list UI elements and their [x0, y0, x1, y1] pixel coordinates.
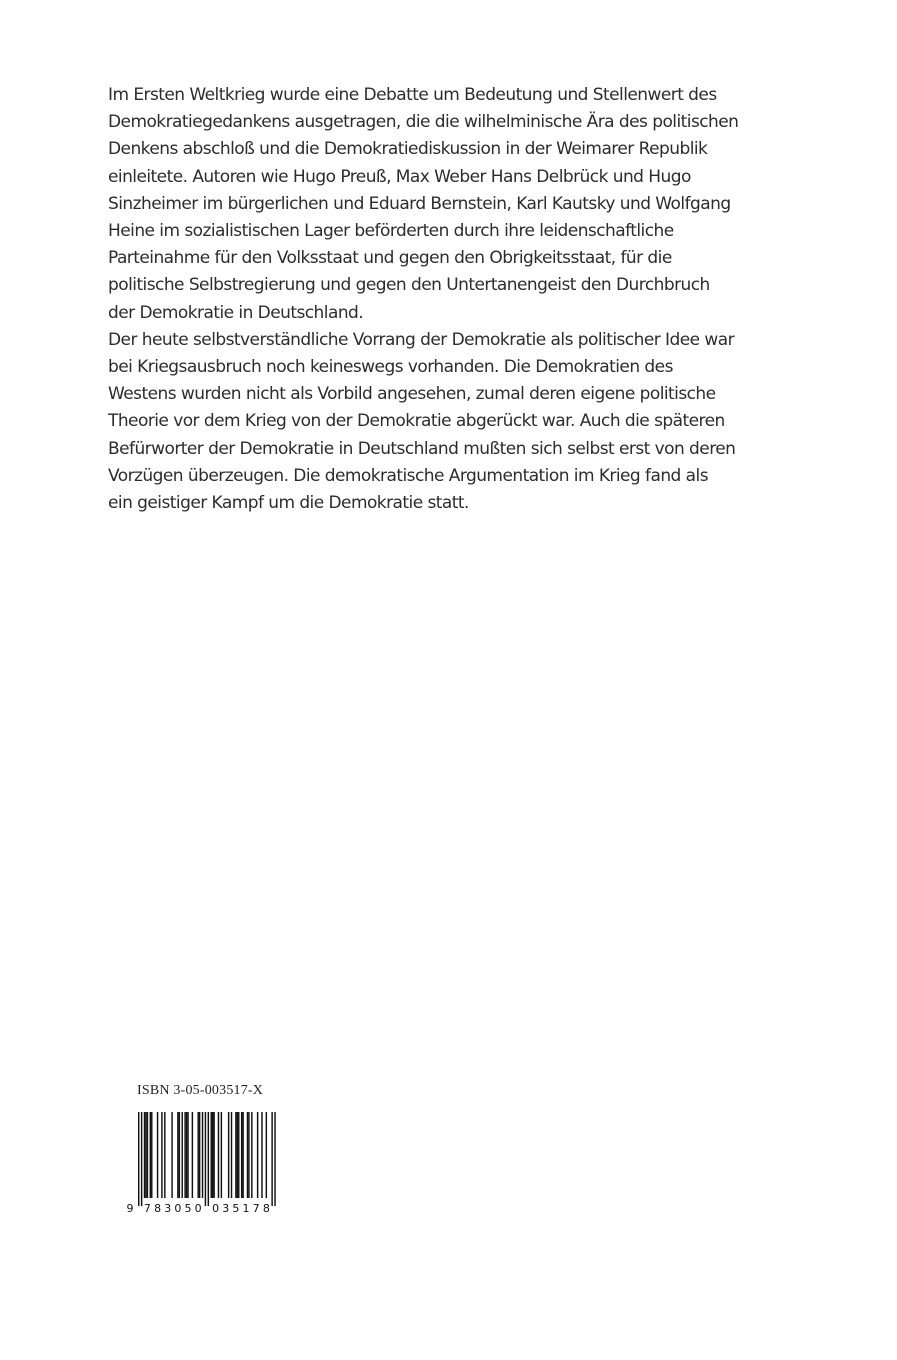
- barcode-digit: 8: [262, 1202, 270, 1214]
- blurb-line: Westens wurden nicht als Vorbild angesehen, zumal deren eigene politische: [108, 384, 716, 405]
- barcode-bar: [248, 1112, 249, 1198]
- blurb-line: Sinzheimer im bürgerlichen und Eduard Bernstein, Karl Kautsky und Wolfgang: [108, 193, 731, 214]
- barcode-bar: [151, 1112, 152, 1198]
- barcode-digit: 7: [143, 1202, 151, 1214]
- back-cover-blurb: [108, 82, 748, 517]
- barcode-guard-bar: [271, 1112, 272, 1206]
- barcode-bar: [187, 1112, 188, 1198]
- barcode-bar: [199, 1112, 200, 1198]
- barcode-digit: 0: [194, 1202, 202, 1214]
- barcode-digit: 5: [184, 1202, 192, 1214]
- barcode-bar: [237, 1112, 238, 1198]
- blurb-line: bei Kriegsausbruch noch keineswegs vorhanden. Die Demokratien des: [108, 357, 673, 378]
- barcode-bar: [235, 1112, 236, 1198]
- barcode-digit: 0: [174, 1202, 182, 1214]
- barcode-digit: 5: [232, 1202, 240, 1214]
- isbn-barcode: [124, 1112, 282, 1214]
- barcode-bar: [221, 1112, 222, 1198]
- barcode-bar: [161, 1112, 162, 1198]
- barcode-bar: [242, 1112, 243, 1198]
- barcode-bar: [184, 1112, 185, 1198]
- blurb-line: Vorzügen überzeugen. Die demokratische Argumentation im Krieg fand als: [108, 465, 708, 486]
- barcode-digit: 7: [252, 1202, 260, 1214]
- barcode-guard-bar: [274, 1112, 275, 1206]
- barcode-bar: [231, 1112, 232, 1198]
- barcode-guard-bar: [141, 1112, 142, 1206]
- barcode-bar: [179, 1112, 180, 1198]
- barcode-digit: 9: [126, 1202, 134, 1214]
- barcode-bar: [213, 1112, 214, 1198]
- barcode-bar: [186, 1112, 187, 1198]
- barcode-digit: 8: [154, 1202, 162, 1214]
- barcode-bar: [164, 1112, 165, 1198]
- blurb-line: Der heute selbstverständliche Vorrang der Demokratie als politischer Idee war: [108, 329, 735, 350]
- barcode-digit: 3: [164, 1202, 172, 1214]
- barcode-guard-bar: [208, 1112, 209, 1206]
- barcode-digit: 0: [212, 1202, 220, 1214]
- barcode-bar: [192, 1112, 193, 1198]
- barcode-bar: [257, 1112, 258, 1198]
- barcode-digit: 3: [222, 1202, 230, 1214]
- barcode-guard-bar: [205, 1112, 206, 1206]
- barcode-bar: [171, 1112, 172, 1198]
- barcode-bar: [261, 1112, 262, 1198]
- blurb-line: Parteinahme für den Volksstaat und gegen den Obrigkeitsstaat, für die: [108, 248, 672, 269]
- barcode-bar: [247, 1112, 248, 1198]
- barcode-bar: [241, 1112, 242, 1198]
- blurb-line: Denkens abschloß und die Demokratiediskussion in der Weimarer Republik: [108, 139, 708, 160]
- blurb-line: politische Selbstregierung und gegen den Untertanengeist den Durchbruch: [108, 275, 710, 296]
- barcode-bar: [150, 1112, 151, 1198]
- blurb-line: ein geistiger Kampf um die Demokratie statt.: [108, 493, 469, 514]
- barcode-bar: [212, 1112, 213, 1198]
- barcode-bar: [266, 1112, 267, 1198]
- isbn-label: ISBN 3-05-003517-X: [137, 1083, 264, 1098]
- barcode-bar: [147, 1112, 148, 1198]
- blurb-line: Demokratiegedankens ausgetragen, die die wilhelminische Ära des politischen: [108, 112, 739, 133]
- barcode-guard-bar: [138, 1112, 139, 1206]
- blurb-paragraph-2: [108, 327, 748, 517]
- barcode-digit: 1: [242, 1202, 250, 1214]
- blurb-line: Befürworter der Demokratie in Deutschland mußten sich selbst erst von deren: [108, 438, 736, 459]
- blurb-paragraph-1: [108, 82, 748, 327]
- blurb-line: einleitete. Autoren wie Hugo Preuß, Max Weber Hans Delbrück und Hugo: [108, 166, 691, 187]
- barcode-bar: [202, 1112, 203, 1198]
- barcode-bar: [218, 1112, 219, 1198]
- barcode-bar: [177, 1112, 178, 1198]
- barcode-bar: [197, 1112, 198, 1198]
- blurb-line: der Demokratie in Deutschland.: [108, 302, 364, 323]
- barcode-graphic: [124, 1112, 282, 1214]
- barcode-bar: [157, 1112, 158, 1198]
- barcode-bar: [144, 1112, 145, 1198]
- barcode-bar: [182, 1112, 183, 1198]
- barcode-bar: [211, 1112, 212, 1198]
- blurb-line: Heine im sozialistischen Lager beförderten durch ihre leidenschaftliche: [108, 221, 674, 242]
- barcode-bar: [145, 1112, 146, 1198]
- blurb-line: Im Ersten Weltkrieg wurde eine Debatte um Bedeutung und Stellenwert des: [108, 85, 717, 105]
- barcode-bar: [228, 1112, 229, 1198]
- barcode-bar: [238, 1112, 239, 1198]
- blurb-line: Theorie vor dem Krieg von der Demokratie abgerückt war. Auch die späteren: [108, 411, 725, 432]
- barcode-bar: [251, 1112, 252, 1198]
